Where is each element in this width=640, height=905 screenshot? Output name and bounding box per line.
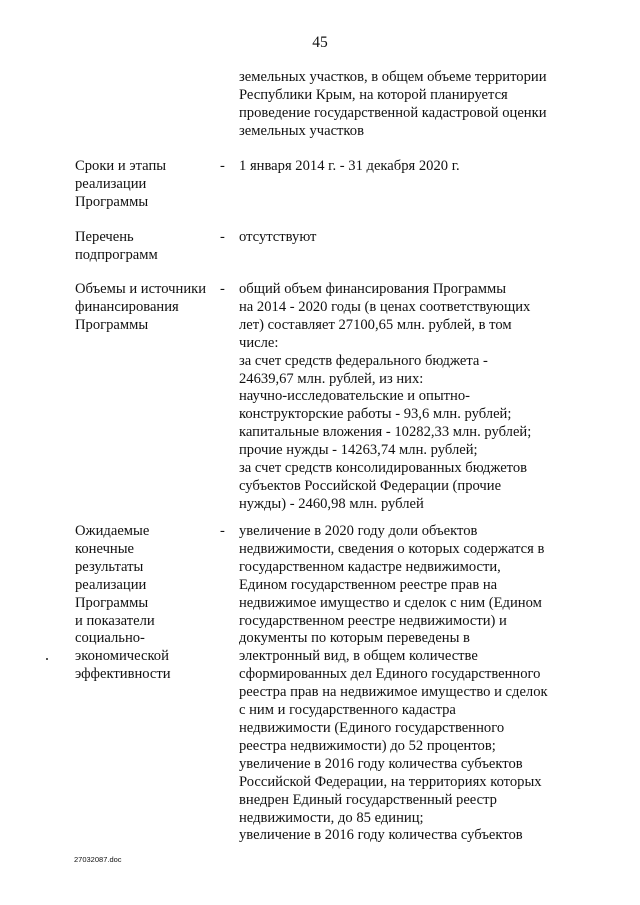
label-line: результаты — [75, 558, 144, 575]
label-line: Объемы и источники — [75, 281, 207, 297]
value-line: нужды) - 2460,98 млн. рублей — [239, 495, 424, 512]
value-line: увеличение в 2016 году количества субъектов — [239, 755, 523, 772]
value-line: государственном кадастре недвижимости, — [239, 558, 501, 575]
value-line: сформированных дел Единого государственного — [239, 666, 541, 683]
value-line: 24639,67 млн. рублей, из них: — [239, 370, 424, 387]
row-dash: - — [220, 229, 225, 245]
label-line: Ожидаемые — [75, 523, 150, 539]
value-line: числе: — [239, 334, 279, 351]
row-dash: - — [220, 281, 225, 297]
value-line: электронный вид, в общем количестве — [239, 648, 478, 665]
label-line: реализации — [75, 175, 147, 192]
label-line: Программы — [75, 316, 149, 333]
scan-speck — [46, 658, 48, 660]
label-line: реализации — [75, 576, 147, 593]
label-line: Перечень — [75, 229, 134, 245]
label-line: эффективности — [75, 666, 171, 683]
row-dash: - — [220, 158, 225, 174]
row-value-funding — [239, 281, 531, 514]
value-line: на 2014 - 2020 годы (в ценах соответствующих — [239, 298, 531, 315]
label-line: подпрограмм — [75, 246, 158, 263]
value-line: за счет средств федерального бюджета - — [239, 352, 488, 369]
value-line: 1 января 2014 г. - 31 декабря 2020 г. — [239, 158, 460, 174]
page-number: 45 — [312, 34, 328, 51]
label-line: и показатели — [75, 612, 155, 629]
value-line: прочие нужды - 14263,74 млн. рублей; — [239, 442, 478, 459]
row-label-timeline — [75, 158, 166, 212]
label-line: экономической — [75, 648, 169, 665]
value-line: документы по которым переведены в — [239, 630, 470, 647]
value-line: внедрен Единый государственный реестр — [239, 791, 497, 808]
value-line: капитальные вложения - 10282,33 млн. рублей; — [239, 424, 532, 441]
label-line: Программы — [75, 594, 149, 611]
value-line: недвижимости (Единого государственного — [239, 719, 505, 736]
continuation-text — [239, 69, 547, 141]
row-label-funding — [75, 281, 206, 335]
value-line: Едином государственном реестре прав на — [239, 576, 498, 593]
value-line: с ним и государственного кадастра — [239, 702, 456, 719]
value-line: реестра прав на недвижимое имущество и сделок — [239, 684, 548, 701]
value-line: государственном реестре недвижимости) и — [239, 612, 507, 629]
label-line: финансирования — [75, 298, 179, 315]
continuation-line: проведение государственной кадастровой оценки — [239, 104, 547, 121]
row-value-timeline — [239, 158, 460, 176]
value-line: недвижимости, до 85 единиц; — [239, 809, 424, 826]
continuation-line: Республики Крым, на которой планируется — [239, 86, 508, 103]
row-label-subprograms — [75, 229, 158, 265]
continuation-line: земельных участков, в общем объеме территории — [239, 69, 547, 85]
label-line: конечные — [75, 540, 135, 557]
value-line: за счет средств консолидированных бюджетов — [239, 460, 528, 477]
value-line: конструкторские работы - 93,6 млн. рублей; — [239, 406, 512, 423]
value-line: увеличение в 2020 году доли объектов — [239, 523, 478, 539]
label-line: Программы — [75, 193, 149, 210]
row-value-results — [239, 523, 548, 845]
label-line: Сроки и этапы — [75, 158, 167, 174]
value-line: Российской Федерации, на территориях которых — [239, 773, 542, 790]
value-line: субъектов Российской Федерации (прочие — [239, 477, 502, 494]
row-label-results — [75, 523, 171, 684]
value-line: лет) составляет 27100,65 млн. рублей, в том — [239, 316, 512, 333]
row-value-subprograms — [239, 229, 316, 247]
file-name-footer: 27032087.doc — [74, 855, 122, 864]
value-line: увеличение в 2016 году количества субъектов — [239, 827, 523, 844]
value-line: недвижимое имущество и сделок с ним (Едином — [239, 594, 542, 611]
row-dash: - — [220, 523, 225, 539]
value-line: реестра недвижимости) до 52 процентов; — [239, 737, 496, 754]
continuation-line: земельных участков — [239, 122, 364, 139]
value-line: отсутствуют — [239, 229, 317, 245]
value-line: общий объем финансирования Программы — [239, 281, 507, 297]
label-line: социально- — [75, 630, 145, 647]
value-line: недвижимости, сведения о которых содержатся в — [239, 540, 545, 557]
value-line: научно-исследовательские и опытно- — [239, 388, 471, 405]
